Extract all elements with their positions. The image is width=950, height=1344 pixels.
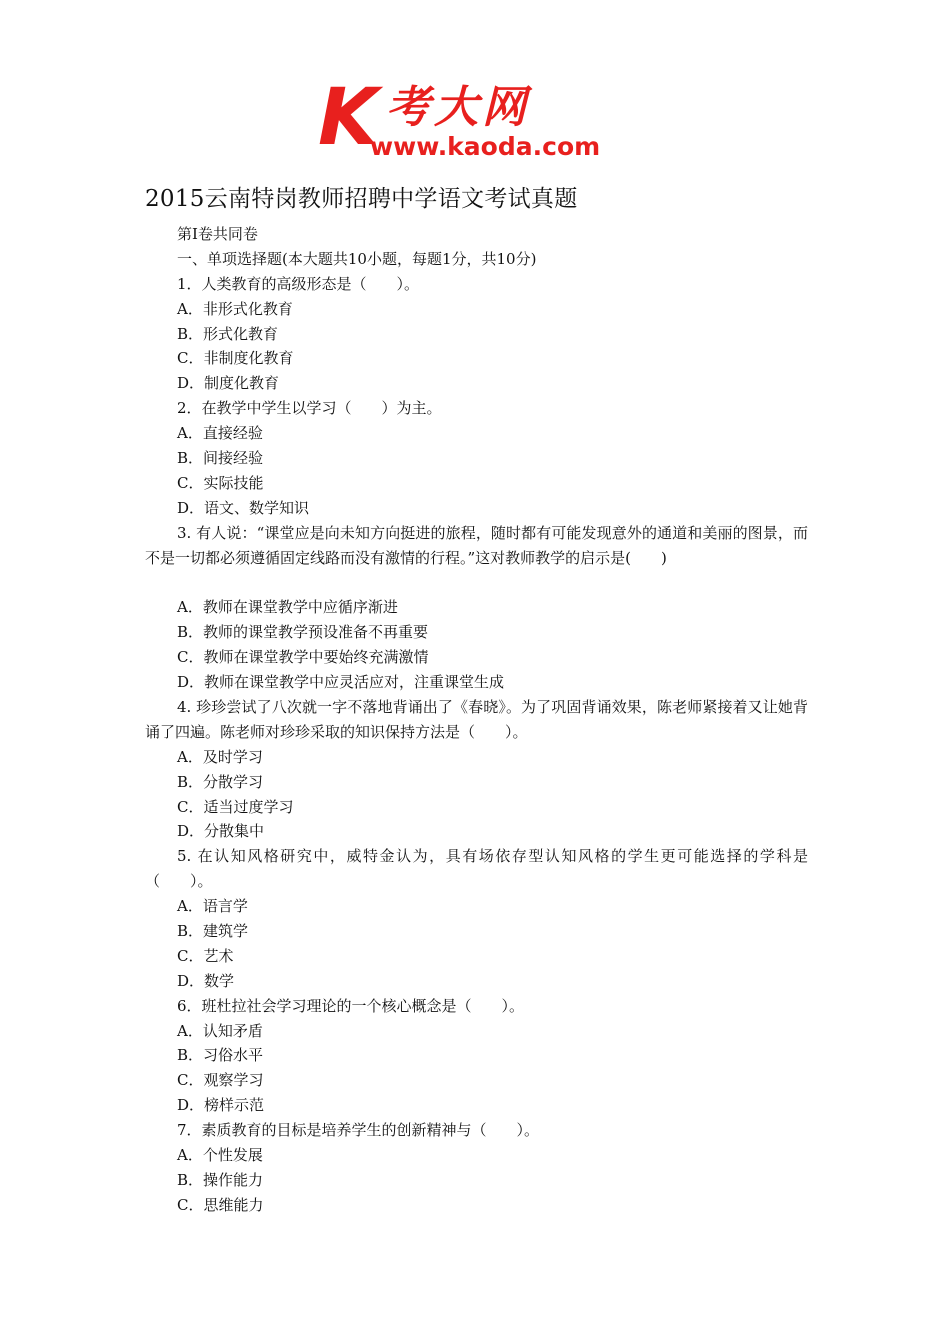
page-title: 2015云南特岗教师招聘中学语文考试真题 bbox=[145, 186, 578, 212]
answer-option: D．榜样示范 bbox=[177, 1096, 265, 1115]
question-stem: 7．素质教育的目标是培养学生的创新精神与（ ）。 bbox=[177, 1121, 540, 1140]
question-stem: 5. 在认知风格研究中，威特金认为，具有场依存型认知风格的学生更可能选择的学科是（ ）。 bbox=[145, 847, 808, 891]
section-label: 第Ⅰ卷共同卷 bbox=[177, 225, 258, 243]
answer-option: A．直接经验 bbox=[177, 424, 263, 443]
answer-option: A．语言学 bbox=[177, 897, 248, 916]
question-stem: 3. 有人说：“课堂应是向未知方向挺进的旅程，随时都有可能发现意外的通道和美丽的图景，而不是一切都必须遵循固定线路而没有激情的行程。”这对教师教学的启示是( ) bbox=[145, 523, 808, 567]
answer-option: B．操作能力 bbox=[177, 1170, 264, 1189]
exam-body bbox=[145, 222, 808, 1218]
answer-option: B．建筑学 bbox=[177, 922, 249, 941]
answer-option: B．分散学习 bbox=[177, 772, 264, 791]
answer-option: C．适当过度学习 bbox=[177, 797, 294, 816]
answer-option: D．数学 bbox=[177, 971, 235, 990]
answer-option: A．非形式化教育 bbox=[177, 299, 293, 318]
answer-option: D．语文、数学知识 bbox=[177, 498, 310, 517]
answer-option: A．认知矛盾 bbox=[177, 1021, 263, 1040]
logo-graphic bbox=[318, 78, 648, 160]
answer-option: A．教师在课堂教学中应循序渐进 bbox=[177, 598, 398, 617]
logo-brand-name: 考大网 bbox=[386, 82, 530, 133]
question-stem: 4. 珍珍尝试了八次就一字不落地背诵出了《春晓》。为了巩固背诵效果，陈老师紧接着又让她背诵了四遍。陈老师对珍珍采取的知识保持方法是（ ）。 bbox=[145, 697, 808, 741]
answer-option: D．分散集中 bbox=[177, 822, 265, 841]
answer-option: C．观察学习 bbox=[177, 1071, 264, 1090]
answer-option: B．教师的课堂教学预设准备不再重要 bbox=[177, 623, 429, 642]
answer-option: D．制度化教育 bbox=[177, 374, 280, 393]
question-stem: 1．人类教育的高级形态是（ ）。 bbox=[177, 274, 420, 293]
answer-option: D．教师在课堂教学中应灵活应对，注重课堂生成 bbox=[177, 673, 505, 692]
logo-k-letter: K bbox=[318, 78, 379, 160]
answer-option: C．实际技能 bbox=[177, 473, 264, 492]
part-heading: 一、单项选择题(本大题共10小题，每题1分，共10分) bbox=[177, 249, 537, 268]
question-stem: 2．在教学中学生以学习（ ）为主。 bbox=[177, 399, 442, 418]
answer-option: C．艺术 bbox=[177, 946, 234, 965]
answer-option: B．间接经验 bbox=[177, 449, 264, 468]
blank-line bbox=[145, 571, 808, 596]
kaoda-logo bbox=[318, 78, 648, 160]
answer-option: C．教师在课堂教学中要始终充满激情 bbox=[177, 648, 429, 667]
answer-option: C．思维能力 bbox=[177, 1195, 264, 1214]
question-stem: 6．班杜拉社会学习理论的一个核心概念是（ ）。 bbox=[177, 996, 525, 1015]
answer-option: C．非制度化教育 bbox=[177, 349, 294, 368]
answer-option: B．形式化教育 bbox=[177, 324, 279, 343]
answer-option: B．习俗水平 bbox=[177, 1046, 264, 1065]
answer-option: A．及时学习 bbox=[177, 747, 263, 766]
logo-url: www.kaoda.com bbox=[370, 132, 601, 160]
answer-option: A．个性发展 bbox=[177, 1146, 263, 1165]
